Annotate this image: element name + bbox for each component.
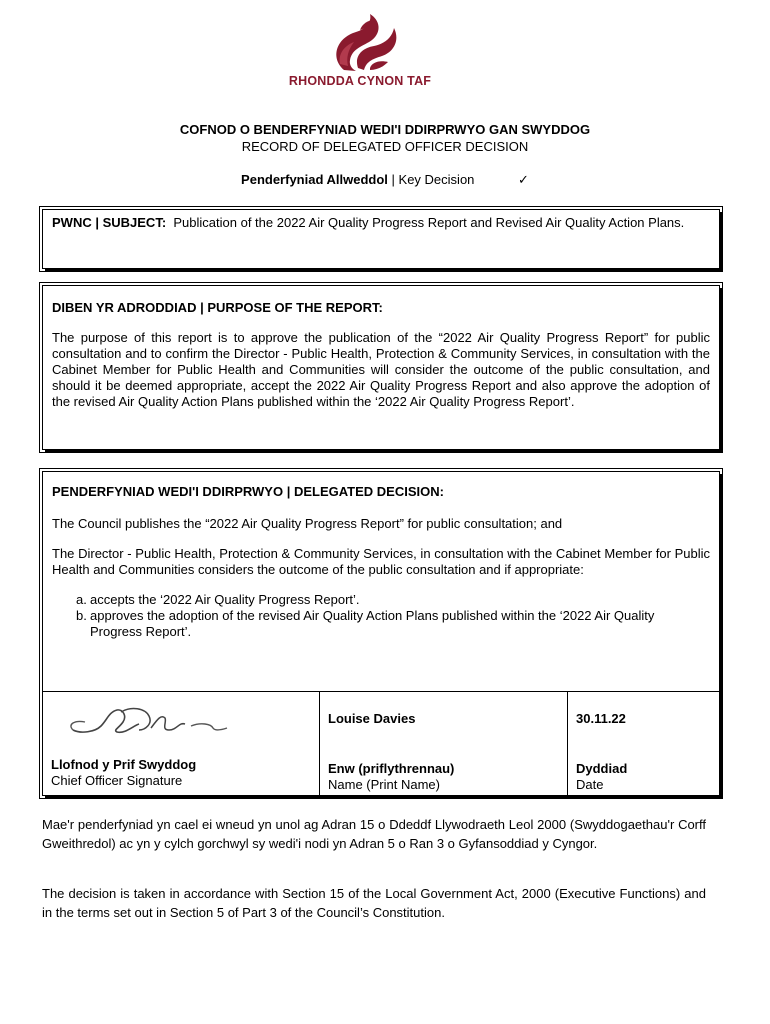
decision-para-1: The Council publishes the “2022 Air Quality Progress Report” for public consultation; and <box>52 516 563 531</box>
list-item-text: accepts the ‘2022 Air Quality Progress Report’. <box>90 592 360 607</box>
signature-cell <box>43 692 320 796</box>
purpose-text: The purpose of this report is to approve the publication of the “2022 Air Quality Progress Report” for public consultation and to confirm the Director - Public Health, Protection & Community Services, in consultation with the Cabinet Member for Public Health and Communities will consider the outcome of the public consultation, and should it be deemed appropriate, accept the 2022 Air Quality Progress Report and also approve the adoption of the revised Air Quality Action Plans published within the ‘2022 Air Quality Progress Report’. <box>52 330 710 409</box>
list-marker: b. <box>76 608 87 623</box>
purpose-label: DIBEN YR ADRODDIAD | PURPOSE OF THE REPORT: <box>52 300 383 315</box>
key-decision-line <box>0 172 770 188</box>
footer-english <box>42 884 706 922</box>
name-value: Louise Davies <box>328 711 416 726</box>
footer-welsh-text: Mae'r penderfyniad yn cael ei wneud yn unol ag Adran 15 o Ddeddf Llywodraeth Leol 2000 (Swyddogaethau'r Corff Gweithredol) ac yn y cylch gorchwyl sy wedi'i nodi yn Adran 5 o Ran 3 o Gyfansoddiad y Cyngor. <box>42 817 706 851</box>
council-logo <box>260 8 460 100</box>
title-welsh: COFNOD O BENDERFYNIAD WEDI'I DDIRPRWYO GAN SWYDDOG <box>179 122 591 137</box>
list-item-text: approves the adoption of the revised Air Quality Action Plans published within the ‘2022 Air Quality Progress Report’. <box>90 608 655 639</box>
subject-box <box>42 209 720 269</box>
list-item <box>76 592 710 608</box>
name-label-english: Name (Print Name) <box>328 777 440 792</box>
footer-english-text: The decision is taken in accordance with Section 15 of the Local Government Act, 2000 (Executive Functions) and in the terms set out in Section 5 of Part 3 of the Council’s Constitution. <box>42 886 706 920</box>
list-item <box>76 608 710 640</box>
date-label-english: Date <box>576 777 604 792</box>
footer-welsh <box>42 815 706 853</box>
list-marker: a. <box>76 592 87 607</box>
checkmark-icon: ✓ <box>518 173 529 188</box>
decision-label: PENDERFYNIAD WEDI'I DDIRPRWYO | DELEGATED DECISION: <box>52 484 444 499</box>
date-label-welsh: Dyddiad <box>576 761 628 776</box>
key-decision-welsh: Penderfyniad Allweddol <box>241 172 388 187</box>
subject-text: Publication of the 2022 Air Quality Progress Report and Revised Air Quality Action Plans. <box>173 215 685 230</box>
signature-label-english: Chief Officer Signature <box>51 773 183 788</box>
dragon-logo-icon <box>300 8 420 76</box>
subject-label: PWNC | SUBJECT: <box>52 215 167 230</box>
date-value: 30.11.22 <box>576 711 626 726</box>
title-english: RECORD OF DELEGATED OFFICER DECISION <box>241 139 529 154</box>
decision-list <box>52 592 710 640</box>
key-decision-english: | Key Decision <box>391 172 475 187</box>
signature-table <box>43 691 719 796</box>
decision-para-2: The Director - Public Health, Protection & Community Services, in consultation with the Cabinet Member for Public Health and Communities considers the outcome of the public consultation and if appropriate: <box>52 546 710 577</box>
handwritten-signature-icon <box>61 700 251 744</box>
logo-text: RHONDDA CYNON TAF <box>288 74 432 88</box>
purpose-box <box>42 285 720 450</box>
date-cell <box>568 692 719 796</box>
name-cell <box>320 692 568 796</box>
name-label-welsh: Enw (priflythrennau) <box>328 761 455 776</box>
signature-label-welsh: Llofnod y Prif Swyddog <box>51 757 197 772</box>
decision-box <box>42 471 720 796</box>
